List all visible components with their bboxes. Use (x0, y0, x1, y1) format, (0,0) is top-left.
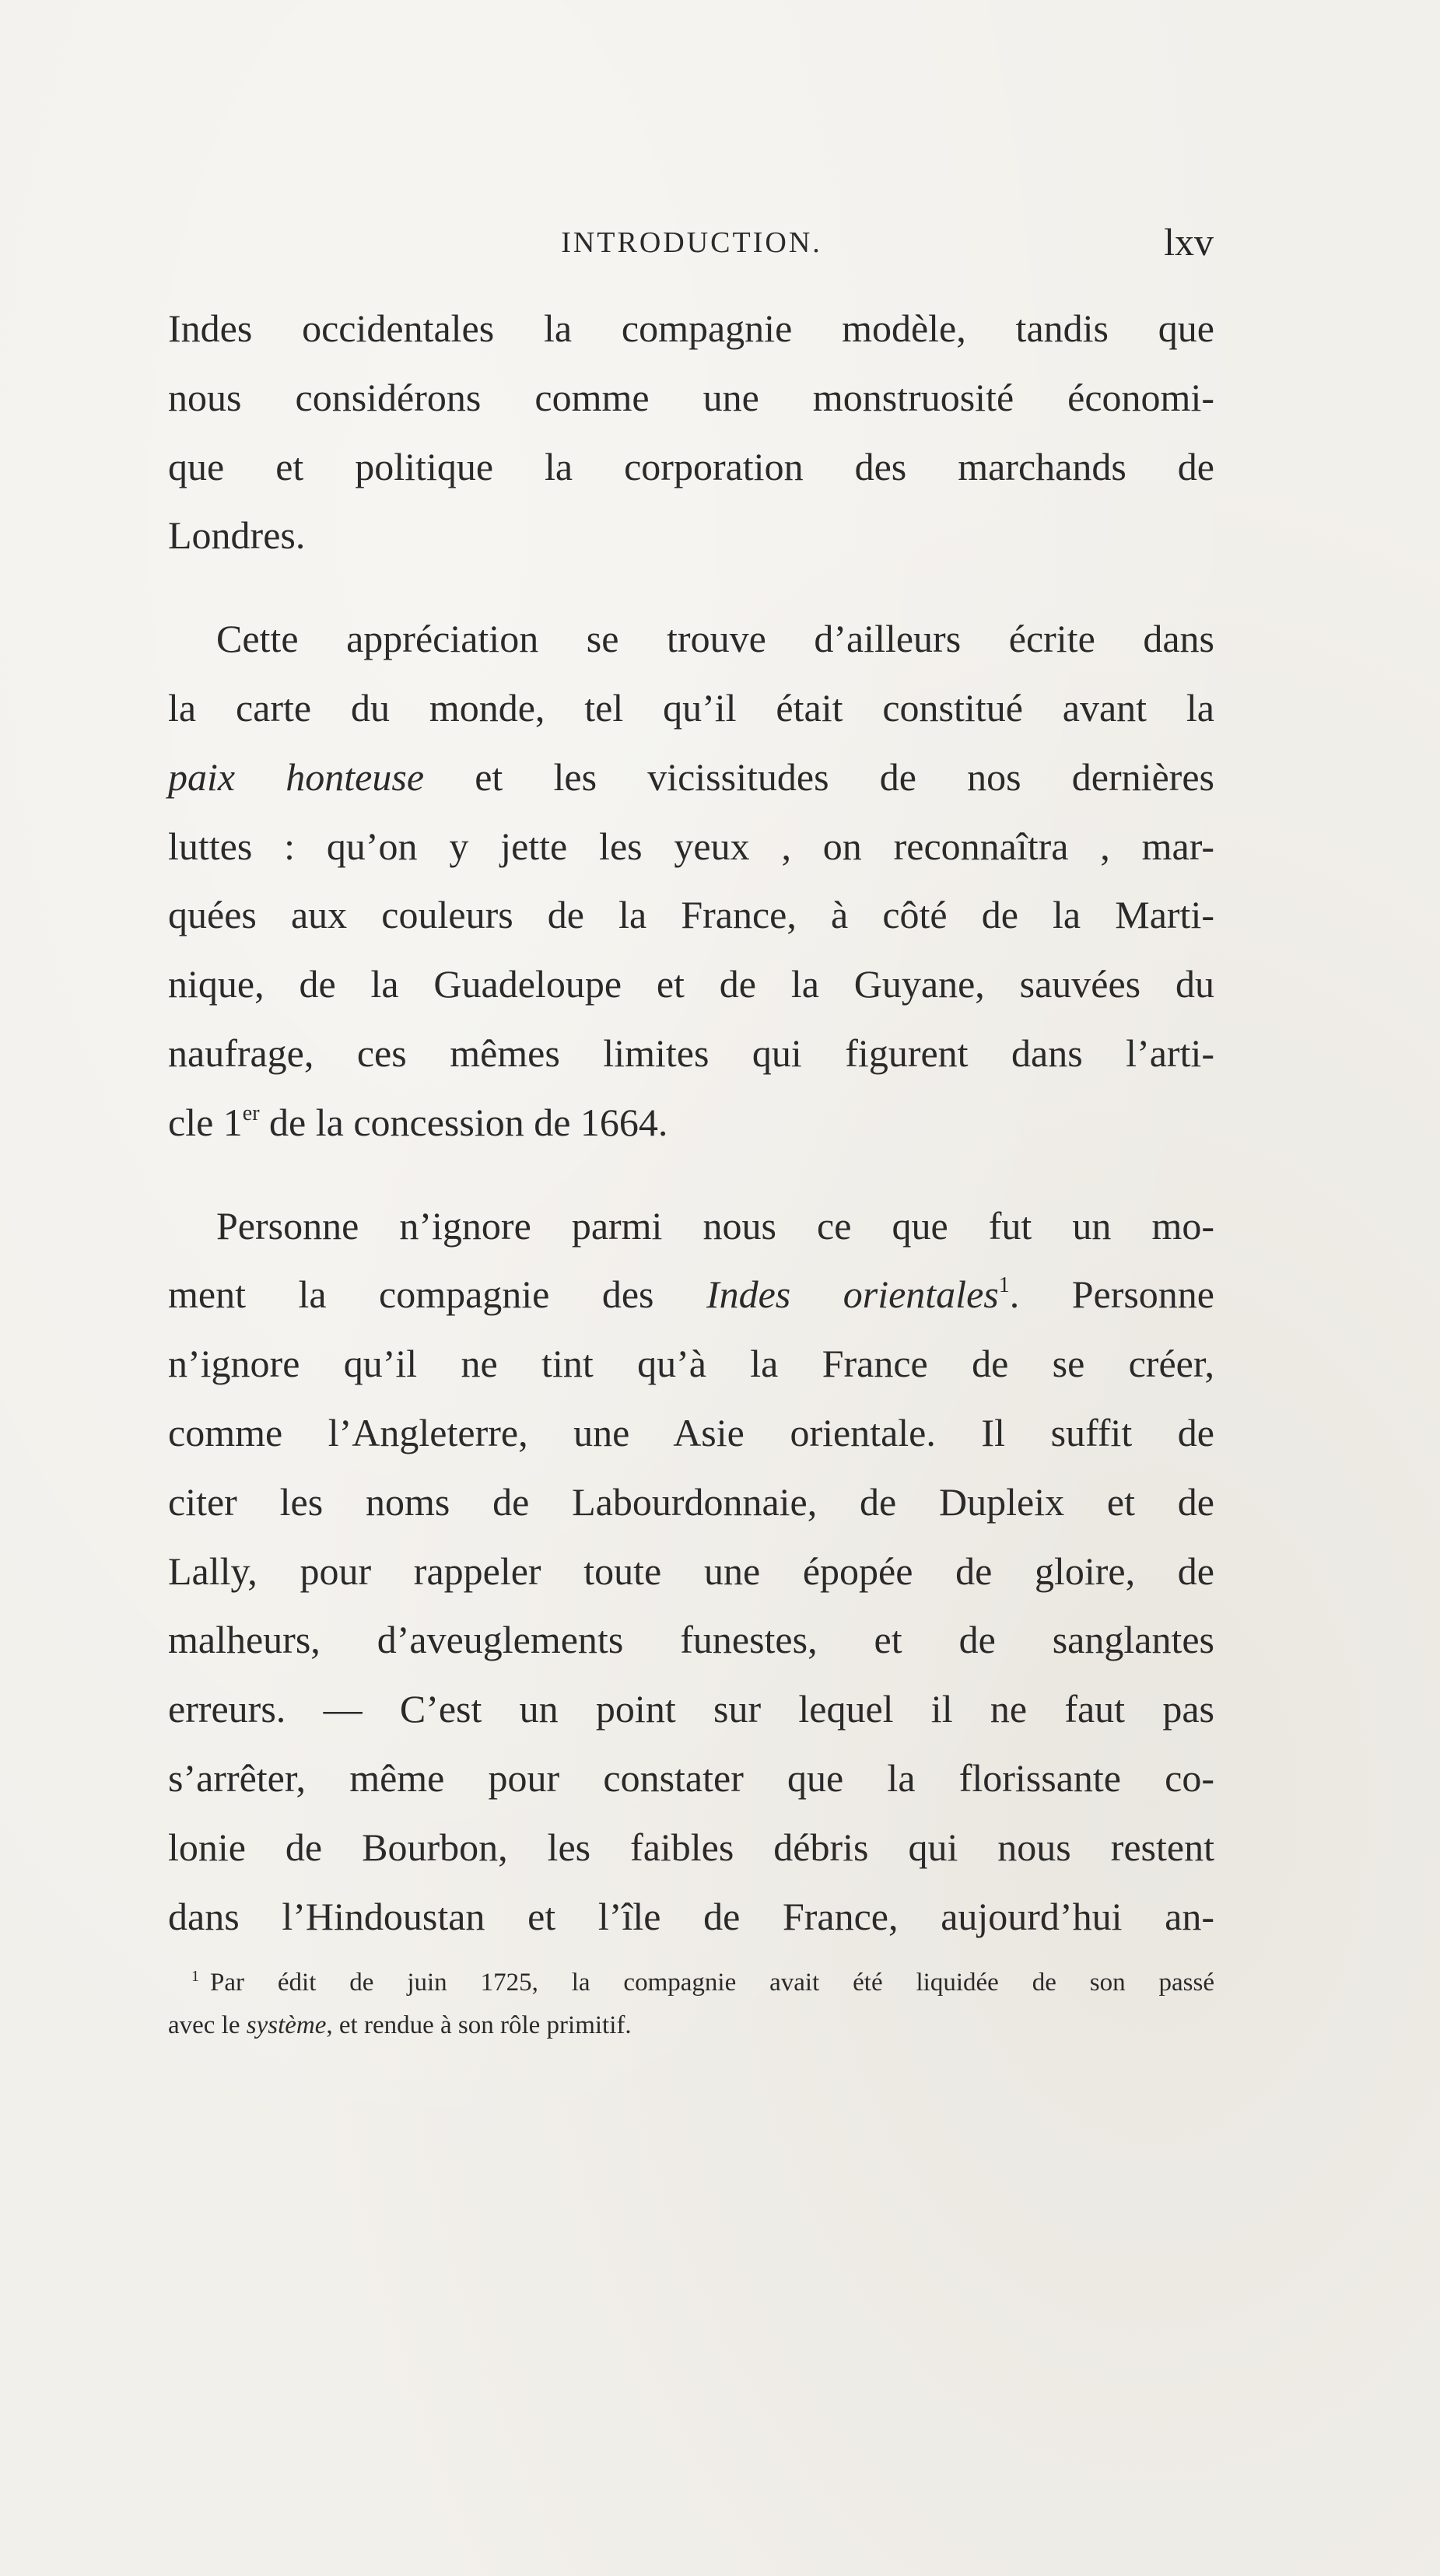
italic-phrase-paix-honteuse: paix honteuse (168, 754, 425, 799)
text-line (168, 1088, 1214, 1157)
text-line (168, 743, 1214, 812)
paragraph-1 (168, 294, 1214, 570)
superscript-er: er (242, 1101, 260, 1125)
text-line: s’arrêter, même pour constater que la florissante co- (168, 1755, 1214, 1800)
text-line: Lally, pour rappeler toute une épopée de gloire, de (168, 1549, 1214, 1593)
text-run: , et rendue à son rôle primitif. (326, 2011, 632, 2039)
text-run: avec le (168, 2011, 247, 2039)
footnote-line (168, 1962, 1214, 2004)
text-line: nous considérons comme une monstruosité économi- (168, 375, 1214, 419)
text-line: Indes occidentales la compagnie modèle, tandis que (168, 306, 1214, 350)
text-line: Londres. (168, 513, 306, 558)
text-run: et les vicissitudes de nos dernières (424, 754, 1214, 799)
text-line: la carte du monde, tel qu’il était constitué avant la (168, 685, 1214, 730)
footnote-line (168, 2004, 1214, 2047)
text-run: ment la compagnie des (168, 1272, 706, 1317)
page-number: lxv (1164, 220, 1214, 264)
running-title: INTRODUCTION. (561, 226, 822, 259)
body-text (168, 294, 1214, 1951)
text-line: erreurs. — C’est un point sur lequel il ne faut pas (168, 1687, 1214, 1731)
running-head (170, 219, 1214, 266)
text-line: naufrage, ces mêmes limites qui figurent dans l’arti- (168, 1031, 1214, 1075)
text-line: Personne n’ignore parmi nous ce que fut un mo- (216, 1203, 1214, 1248)
italic-word-systeme: système (246, 2011, 327, 2039)
text-run: cle 1 (168, 1100, 243, 1144)
text-run: . Personne (1009, 1272, 1214, 1317)
text-line: nique, de la Guadeloupe et de la Guyane, sauvées du (168, 962, 1214, 1006)
footnote-reference: 1 (998, 1273, 1010, 1298)
paragraph-3 (168, 1192, 1214, 1951)
text-line: malheurs, d’aveuglements funestes, et de sanglantes (168, 1618, 1214, 1662)
italic-phrase-indes-orientales: Indes orientales (706, 1272, 999, 1317)
text-line: quées aux couleurs de la France, à côté de la Marti- (168, 893, 1214, 937)
text-line: que et politique la corporation des marchands de (168, 444, 1214, 488)
text-line: dans l’Hindoustan et l’île de France, aujourd’hui an- (168, 1894, 1214, 1938)
text-line: n’ignore qu’il ne tint qu’à la France de se créer, (168, 1342, 1214, 1386)
text-line: comme l’Angleterre, une Asie orientale. Il suffit de (168, 1410, 1214, 1454)
paragraph-2 (168, 604, 1214, 1157)
text-run: Par édit de juin 1725, la compagnie avait été liquidée de son passé (210, 1969, 1214, 1997)
text-line: Cette appréciation se trouve d’ailleurs écrite dans (216, 617, 1214, 661)
text-line: luttes : qu’on y jette les yeux , on reconnaîtra , mar- (168, 824, 1214, 868)
footnote-mark: 1 (191, 1968, 199, 1985)
footnote (168, 1962, 1214, 2047)
text-line: lonie de Bourbon, les faibles débris qui nous restent (168, 1825, 1214, 1869)
text-line: citer les noms de Labourdonnaie, de Dupleix et de (168, 1479, 1214, 1524)
text-line (168, 1260, 1214, 1329)
text-run: de la concession de 1664. (259, 1100, 668, 1144)
